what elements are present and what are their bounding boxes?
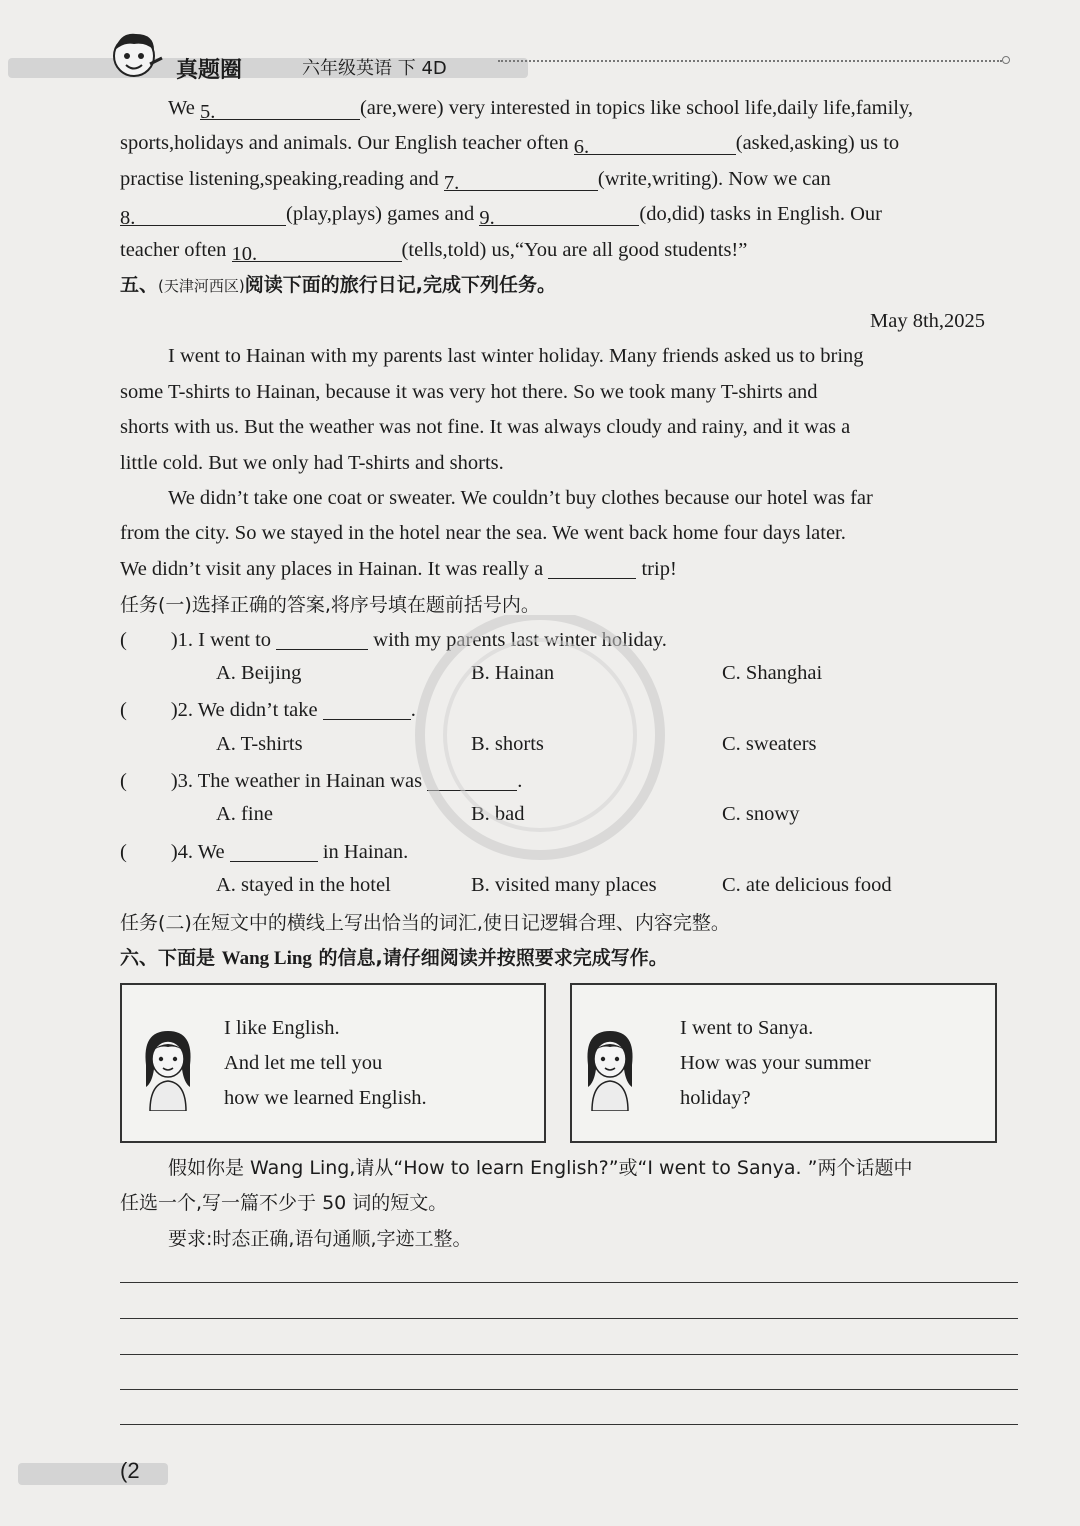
writing-requirements: 要求:时态正确,语句通顺,字迹工整。 <box>168 1228 472 1250</box>
stamp-watermark-icon <box>370 615 770 915</box>
header-strip <box>8 58 528 78</box>
brand-title: 真题圈 <box>176 58 243 83</box>
q4-option-b[interactable]: B. visited many places <box>471 874 657 896</box>
answer-blank-7[interactable]: 7. <box>444 170 598 191</box>
info-box-learn-english <box>120 983 546 1143</box>
q4-blank <box>230 841 318 862</box>
q2-option-b[interactable]: B. shorts <box>471 733 544 755</box>
passage-line-1: We 5. (are,were) very interested in topics like school life,daily life,family, <box>168 97 914 123</box>
writing-line[interactable] <box>120 1318 1018 1319</box>
book-title: 六年级英语 下 4D <box>302 58 447 79</box>
diary-p2-line-1: We didn’t take one coat or sweater. We couldn’t buy clothes because our hotel was far <box>168 487 873 509</box>
q2-option-c[interactable]: C. sweaters <box>722 733 817 755</box>
question-3: ( )3. The weather in Hainan was . <box>120 770 523 792</box>
answer-blank-5[interactable]: 5. <box>200 99 360 120</box>
q1-option-a[interactable]: A. Beijing <box>216 662 302 684</box>
diary-blank[interactable] <box>548 558 636 579</box>
q3-option-a[interactable]: A. fine <box>216 803 273 825</box>
answer-bracket-3[interactable] <box>127 771 171 791</box>
section-6-title: 六、下面是 Wang Ling 的信息,请仔细阅读并按照要求完成写作。 <box>120 947 668 969</box>
task-2-instruction: 任务(二)在短文中的横线上写出恰当的词汇,使日记逻辑合理、内容完整。 <box>120 912 730 934</box>
writing-prompt-line-2: 任选一个,写一篇不少于 50 词的短文。 <box>120 1192 448 1214</box>
answer-blank-6[interactable]: 6. <box>574 134 736 155</box>
answer-bracket-1[interactable] <box>127 630 171 650</box>
q2-option-a[interactable]: A. T-shirts <box>216 733 303 755</box>
passage-line-3: practise listening,speaking,reading and 7. (write,writing). Now we can <box>120 168 831 194</box>
question-4: ( )4. We in Hainan. <box>120 841 409 863</box>
box1-line-2: And let me tell you <box>224 1052 383 1074</box>
answer-blank-8[interactable]: 8. <box>120 205 286 226</box>
writing-prompt-line-1: 假如你是 Wang Ling,请从“How to learn English?”或“I went to Sanya. ”两个话题中 <box>168 1157 913 1179</box>
footer-strip <box>18 1463 168 1485</box>
answer-bracket-2[interactable] <box>127 700 171 720</box>
writing-line[interactable] <box>120 1389 1018 1390</box>
box2-line-2: How was your summer <box>680 1052 871 1074</box>
diary-date: May 8th,2025 <box>870 310 986 332</box>
answer-bracket-4[interactable] <box>127 842 171 862</box>
girl-avatar-icon <box>578 1025 642 1111</box>
diary-p2-line-2: from the city. So we stayed in the hotel near the sea. We went back home four days later. <box>120 522 846 544</box>
answer-blank-10[interactable]: 10. <box>232 241 402 262</box>
diary-p1-line-3: shorts with us. But the weather was not fine. It was always cloudy and rainy, and it was a <box>120 416 851 438</box>
question-1: ( )1. I went to with my parents last winter holiday. <box>120 629 667 651</box>
passage-line-5: teacher often 10. (tells,told) us,“You are all good students!” <box>120 239 748 265</box>
diary-p1-line-2: some T-shirts to Hainan, because it was very hot there. So we took many T-shirts and <box>120 381 818 403</box>
page-number: (2 <box>120 1458 140 1483</box>
header-dotted-rule <box>498 60 1002 62</box>
header-rule-end <box>1002 56 1010 64</box>
diary-p1-line-4: little cold. But we only had T-shirts and shorts. <box>120 452 504 474</box>
writing-line[interactable] <box>120 1282 1018 1283</box>
q3-option-b[interactable]: B. bad <box>471 803 525 825</box>
box1-line-1: I like English. <box>224 1017 340 1039</box>
q4-option-a[interactable]: A. stayed in the hotel <box>216 874 391 896</box>
q1-option-c[interactable]: C. Shanghai <box>722 662 823 684</box>
q1-option-b[interactable]: B. Hainan <box>471 662 555 684</box>
box2-line-3: holiday? <box>680 1087 751 1109</box>
section-5-title: 五、(天津河西区)阅读下面的旅行日记,完成下列任务。 <box>120 274 556 296</box>
info-box-sanya <box>570 983 997 1143</box>
diary-p2-line-3: We didn’t visit any places in Hainan. It was really a trip! <box>120 558 677 580</box>
box2-line-1: I went to Sanya. <box>680 1017 814 1039</box>
mascot-boy-icon <box>106 30 166 82</box>
diary-p1-line-1: I went to Hainan with my parents last winter holiday. Many friends asked us to bring <box>168 345 864 367</box>
q1-blank <box>276 629 368 650</box>
passage-line-2: sports,holidays and animals. Our English teacher often 6. (asked,asking) us to <box>120 132 900 158</box>
task-1-instruction: 任务(一)选择正确的答案,将序号填在题前括号内。 <box>120 594 540 616</box>
writing-line[interactable] <box>120 1354 1018 1355</box>
writing-line[interactable] <box>120 1424 1018 1425</box>
girl-avatar-icon <box>136 1025 200 1111</box>
question-2: ( )2. We didn’t take . <box>120 699 416 721</box>
answer-blank-9[interactable]: 9. <box>479 205 639 226</box>
q4-option-c[interactable]: C. ate delicious food <box>722 874 892 896</box>
passage-line-4: 8. (play,plays) games and 9. (do,did) tasks in English. Our <box>120 203 882 229</box>
q3-option-c[interactable]: C. snowy <box>722 803 800 825</box>
box1-line-3: how we learned English. <box>224 1087 427 1109</box>
